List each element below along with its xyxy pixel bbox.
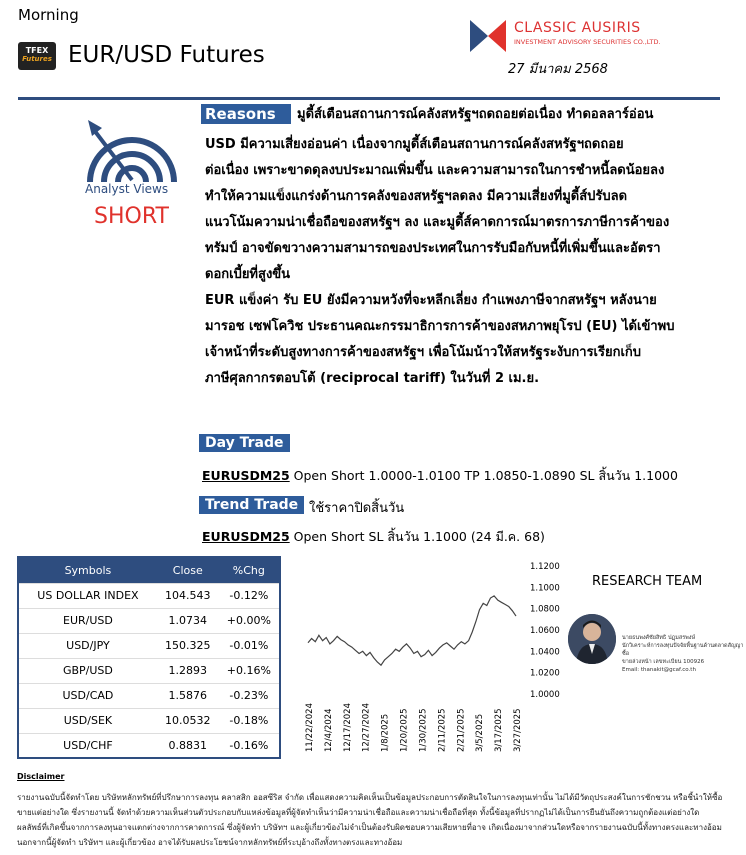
cell-chg: -0.16% bbox=[219, 733, 280, 758]
reason-line: ทรัมป์ อาจขัดขวางความสามารถของประเทศในการรับมือกับหนี้ที่เพิ่มขึ้นและอัตรา bbox=[205, 241, 661, 256]
reason-line: มารอช เซฟโควิช ประธานคณะกรรมาธิการการค้าของสหภาพยุโรป (EU) ได้เข้าพบ bbox=[205, 319, 675, 334]
cell-symbol: GBP/USD bbox=[18, 658, 157, 683]
reason-line: ดอกเบี้ยที่สูงขึ้น bbox=[205, 267, 291, 282]
x-tick-label: 3/17/2025 bbox=[494, 708, 505, 752]
cell-close: 1.5876 bbox=[157, 683, 219, 708]
analyst-views-label: Analyst Views bbox=[85, 182, 169, 196]
series-line bbox=[308, 596, 516, 665]
cell-close: 10.0532 bbox=[157, 708, 219, 733]
header-divider bbox=[18, 97, 720, 100]
day-trade-line bbox=[202, 466, 678, 486]
analyst-email[interactable]: Email: thanakit@gcaf.co.th bbox=[622, 667, 696, 673]
disclaimer-text: รายงานฉบับนี้จัดทำโดย บริษัทหลักทรัพย์ที่ปรึกษาการลงทุน คลาสสิก ออสซีริส จำกัด เพื่อแสดงความคิดเห็นเป็นข้อมูลประกอบการตัดสินใจในการลงทุนเท่านั้น ไม่ได้มีวัตถุประสงค์ในการชักชวน หรือชี้นำให้ซื้อขายแต่อย่างใด ซึ่งรายงานนี้ จัดทำด้วยความเห็นส่วนตัวประกอบกับแหล่งข้อมูลที่ผู้จัดทำเห็นว่ามีความน่าเชื่อถือและความน่าเชื่อถือที่สุด ทั้งนี้ข้อมูลที่ปรากฏไม่ได้เป็นการยืนยันถึงความถูกต้องแต่อย่างใดผลลัพธ์ที่เกิดขึ้นจากการลงทุนอาจแตกต่างจากการคาดการณ์ ซึ่งผู้จัดทำ บริษัทฯ และผู้เกี่ยวข้องไม่จำเป็นต้องรับผิดชอบความเสียหายที่อาจ เกิดเนื่องมาจากส่วนใดหรือจากรายงานฉบับนี้ทั้งทางตรงและทางอ้อม นอกจากนี้ผู้จัดทำ บริษัทฯ และผู้เกี่ยวข้อง อาจได้รับผลประโยชน์จากหลักทรัพย์ที่ระบุอ้างถึงทั้งทางตรงและทางอ้อม bbox=[17, 793, 723, 847]
fx-table bbox=[17, 556, 281, 759]
trend-trade-note: ใช้ราคาปิดสิ้นวัน bbox=[309, 501, 405, 516]
y-tick-label: 1.0800 bbox=[530, 604, 560, 615]
cell-symbol: USD/CHF bbox=[18, 733, 157, 758]
reason-line: EUR แข็งค่า รับ EU ยังมีความหวังที่จะหลีกเลี่ยง กำแพงภาษีจากสหรัฐฯ หลังนาย bbox=[205, 293, 657, 308]
x-tick-label: 12/27/2024 bbox=[361, 703, 372, 752]
x-tick-label: 12/17/2024 bbox=[342, 703, 353, 752]
col-close: Close bbox=[157, 557, 219, 583]
cell-chg: +0.00% bbox=[219, 608, 280, 633]
cell-close: 150.325 bbox=[157, 633, 219, 658]
reason-line: แนวโน้มความน่าเชื่อถือของสหรัฐฯ ลง และมูดี้ส์คาดการณ์มาตรการภาษีการค้าของ bbox=[205, 215, 670, 230]
y-tick-label: 1.0000 bbox=[530, 690, 560, 700]
cell-symbol: US DOLLAR INDEX bbox=[18, 583, 157, 608]
cell-symbol: USD/CAD bbox=[18, 683, 157, 708]
analyst-name: นายธนพงศ์ชัยสิทธิ ปฏุมสรพงษ์ bbox=[622, 635, 696, 641]
cell-symbol: USD/JPY bbox=[18, 633, 157, 658]
avatar bbox=[568, 614, 616, 664]
reason-line: ภาษีศุลกากรตอบโต้ (reciprocal tariff) ในวันที่ 2 เม.ย. bbox=[205, 371, 540, 386]
page-title: EUR/USD Futures bbox=[68, 42, 265, 68]
view-call: SHORT bbox=[94, 204, 169, 229]
analyst-info bbox=[622, 634, 746, 674]
table-row bbox=[18, 658, 280, 683]
analyst-position: นักวิเคราะห์การลงทุนปัจจัยพื้นฐานด้านตลาดสัญญาซื้อ bbox=[622, 643, 744, 657]
table-row bbox=[18, 708, 280, 733]
tfex-logo-bottom: Futures bbox=[22, 55, 52, 63]
x-tick-label: 12/4/2024 bbox=[323, 708, 334, 752]
eurusd-chart bbox=[290, 556, 560, 756]
trend-trade-tag: Trend Trade bbox=[199, 496, 304, 514]
target-arrow-icon bbox=[80, 114, 180, 184]
y-tick-label: 1.0200 bbox=[530, 668, 560, 679]
x-tick-label: 3/27/2025 bbox=[513, 708, 523, 752]
reason-line: USD มีความเสี่ยงอ่อนค่า เนื่องจากมูดี้ส์เตือนสถานการณ์คลังสหรัฐฯถดถอย bbox=[205, 137, 624, 152]
company-logo-icon bbox=[468, 16, 508, 56]
report-date: 27 มีนาคม 2568 bbox=[508, 62, 608, 77]
trend-trade-symbol[interactable]: EURUSDM25 bbox=[202, 529, 290, 544]
cell-chg: -0.12% bbox=[219, 583, 280, 608]
cell-chg: -0.18% bbox=[219, 708, 280, 733]
reason-line: ทำให้ความแข็งแกร่งด้านการคลังของสหรัฐฯลดลง มีความเสี่ยงที่มูดี้ส์ปรับลด bbox=[205, 189, 628, 204]
tfex-logo-top: TFEX bbox=[25, 46, 49, 55]
cell-symbol: EUR/USD bbox=[18, 608, 157, 633]
company-subtitle: INVESTMENT ADVISORY SECURITIES CO.,LTD. bbox=[514, 38, 661, 46]
x-tick-label: 3/5/2025 bbox=[475, 713, 486, 752]
y-tick-label: 1.0400 bbox=[530, 647, 560, 658]
analyst-license: ขายล่วงหน้า เลขทะเบียน 100926 bbox=[622, 659, 705, 665]
cell-symbol: USD/SEK bbox=[18, 708, 157, 733]
col-chg: %Chg bbox=[219, 557, 280, 583]
x-tick-label: 1/20/2025 bbox=[399, 708, 410, 752]
x-tick-label: 11/22/2024 bbox=[305, 703, 315, 752]
table-header-row bbox=[18, 557, 280, 583]
edition-label: Morning bbox=[18, 6, 79, 24]
day-trade-text: Open Short 1.0000-1.0100 TP 1.0850-1.0890 SL สิ้นวัน 1.1000 bbox=[289, 468, 678, 483]
tfex-logo bbox=[18, 42, 56, 70]
trend-trade-text: Open Short SL สิ้นวัน 1.1000 (24 มี.ค. 68) bbox=[289, 529, 545, 544]
table-row bbox=[18, 633, 280, 658]
table-row bbox=[18, 583, 280, 608]
reason-line: เจ้าหน้าที่ระดับสูงทางการค้าของสหรัฐฯ เพื่อโน้มน้าวให้สหรัฐระงับการเรียกเก็บ bbox=[205, 345, 642, 360]
day-trade-tag: Day Trade bbox=[199, 434, 290, 452]
cell-chg: +0.16% bbox=[219, 658, 280, 683]
cell-close: 0.8831 bbox=[157, 733, 219, 758]
table-row bbox=[18, 683, 280, 708]
cell-close: 1.2893 bbox=[157, 658, 219, 683]
x-tick-label: 2/21/2025 bbox=[456, 708, 467, 752]
reason-line: ต่อเนื่อง เพราะขาดดุลงบประมาณเพิ่มขึ้น และความสามารถในการชำหนี้ลดน้อยลง bbox=[205, 163, 665, 178]
reasons-tag: Reasons bbox=[201, 104, 291, 124]
table-row bbox=[18, 608, 280, 633]
table-row bbox=[18, 733, 280, 758]
company-name: CLASSIC AUSIRIS bbox=[514, 20, 641, 36]
trend-trade-line bbox=[202, 527, 545, 547]
y-tick-label: 1.0600 bbox=[530, 626, 560, 636]
x-tick-label: 2/11/2025 bbox=[437, 708, 448, 752]
reason-line: มูดี้ส์เตือนสถานการณ์คลังสหรัฐฯถดถอยต่อเนื่อง ทำดอลลาร์อ่อน bbox=[297, 107, 654, 122]
cell-chg: -0.01% bbox=[219, 633, 280, 658]
cell-chg: -0.23% bbox=[219, 683, 280, 708]
disclaimer-title: Disclaimer bbox=[17, 772, 65, 781]
research-team-title: RESEARCH TEAM bbox=[592, 574, 703, 589]
x-tick-label: 1/8/2025 bbox=[380, 713, 391, 752]
y-tick-label: 1.1000 bbox=[530, 583, 560, 594]
cell-close: 104.543 bbox=[157, 583, 219, 608]
day-trade-symbol[interactable]: EURUSDM25 bbox=[202, 468, 290, 483]
y-tick-label: 1.1200 bbox=[530, 562, 560, 572]
cell-close: 1.0734 bbox=[157, 608, 219, 633]
x-tick-label: 1/30/2025 bbox=[418, 708, 429, 752]
col-symbols: Symbols bbox=[18, 557, 157, 583]
